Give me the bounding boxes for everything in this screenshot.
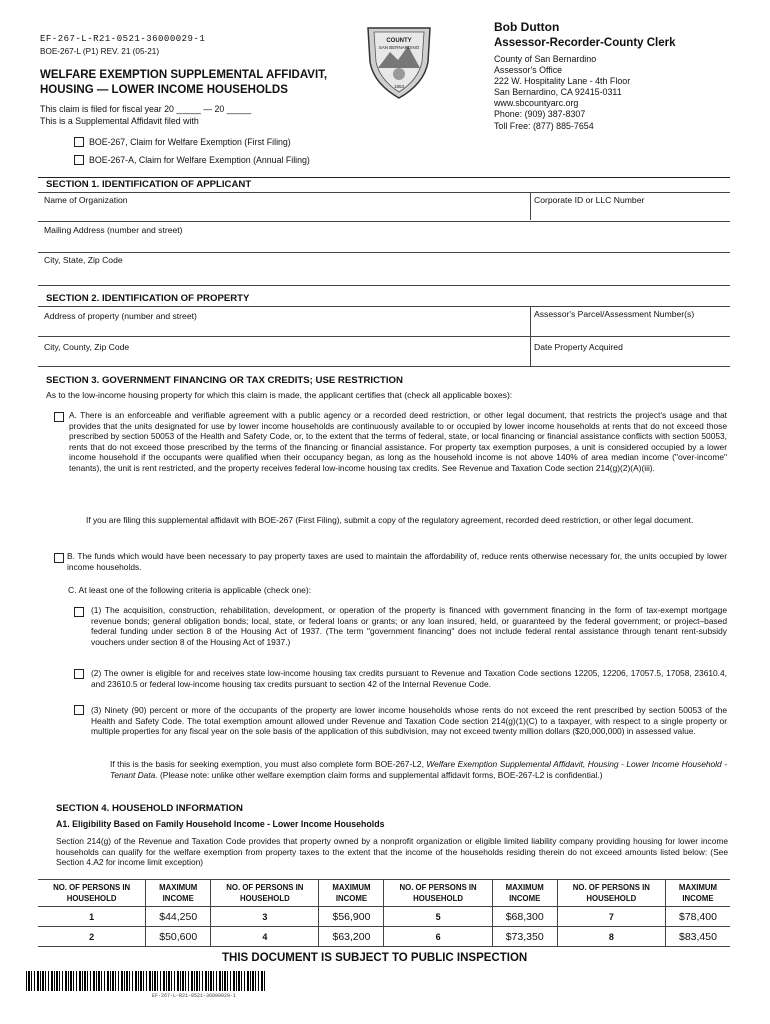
form-code: BOE-267-L (P1) REV. 21 (05-21) — [40, 47, 160, 56]
checkbox-boe-267[interactable] — [74, 137, 84, 147]
col-persons-header: NO. OF PERSONS IN HOUSEHOLD — [211, 880, 319, 907]
persons-cell: 5 — [384, 907, 492, 927]
city-county-zip-field[interactable] — [40, 353, 528, 365]
option-first-filing-label: BOE-267, Claim for Welfare Exemption (First Filing) — [89, 137, 291, 147]
seal-text-mid: SAN BERNARDINO — [378, 45, 420, 50]
rule — [38, 252, 730, 253]
section4-intro: Section 214(g) of the Revenue and Taxation Code provides that property owned by a nonprofit organization or eligible limited liability company providing housing for lower income households can qualify for the welfare exemption from property taxes to the extent that the income of the households residing therein do not exceed amounts listed below: (See Section 4.A2 for income limit exception) — [56, 836, 728, 868]
assessor-toll-free: Toll Free: (877) 885-7654 — [494, 120, 594, 131]
income-cell: $63,200 — [319, 927, 384, 947]
city-state-zip-label: City, State, Zip Code — [44, 255, 123, 265]
persons-cell: 4 — [211, 927, 319, 947]
col-persons-header: NO. OF PERSONS IN HOUSEHOLD — [384, 880, 492, 907]
assessor-website[interactable]: www.sbcountyarc.org — [494, 98, 579, 109]
persons-cell: 1 — [38, 907, 146, 927]
section1-top-rule — [38, 177, 730, 178]
section2-heading: SECTION 2. IDENTIFICATION OF PROPERTY — [46, 293, 250, 304]
county-seal-icon — [364, 22, 434, 100]
section3-c3-text: (3) Ninety (90) percent or more of the occupants of the property are lower income households whose rents do not exceed the rent prescribed by section 50053 of the Health and Safety Code. The total exemption amount allowed under Revenue and Taxation Code section 214(g)(1)(C) to a taxpayer, with respect to a single property or multiple properties for any fiscal year on the sole basis of the application of this subdivision, may not exceed twenty million dollars ($20,000,000) in assessed value. — [91, 705, 727, 737]
persons-cell: 7 — [557, 907, 665, 927]
assessor-phone: Phone: (909) 387-8307 — [494, 109, 586, 120]
barcode-icon — [26, 971, 266, 991]
barcode-caption: EF-267-L-R21-0521-36000029-1 — [152, 993, 237, 999]
assessor-name: Bob Dutton — [494, 20, 560, 34]
col-income-header: MAXIMUM INCOME — [146, 880, 211, 907]
form-title-line1: WELFARE EXEMPTION SUPPLEMENTAL AFFIDAVIT, — [40, 69, 328, 81]
section3-intro: As to the low-income housing property for which this claim is made, the applicant certifies that (check all applicable boxes): — [46, 390, 513, 400]
property-address-label: Address of property (number and street) — [44, 311, 197, 321]
assessor-line: 222 W. Hospitality Lane - 4th Floor — [494, 76, 631, 87]
table-header-row — [38, 880, 730, 907]
income-cell: $44,250 — [146, 907, 211, 927]
city-county-zip-label: City, County, Zip Code — [44, 342, 130, 352]
assessor-line: San Bernardino, CA 92415-0311 — [494, 87, 622, 98]
rule — [38, 366, 730, 367]
rule — [38, 221, 730, 222]
org-name-field[interactable] — [40, 205, 530, 219]
section3-c1-text: (1) The acquisition, construction, rehabilitation, development, or operation of the property is financed with government financing in the form of tax-exempt mortgage revenue bonds; general obligation bonds; local, state, or federal loans or grants; or any loan insured, held, or guaranteed by the federal government; or project–based federal funding under section 8 of the Housing Act of 1937. (The term "government financing" does not include federal rental assistance through tenant rent-subsidy vouchers under section 8 of the Housing Act of 1937.) — [91, 605, 727, 647]
seal-text-top: COUNTY — [386, 38, 412, 44]
c3-note-form-title: Welfare Exemption Supplemental Affidavit, Housing - Lower Income Household - Tenant Data. — [110, 759, 727, 780]
table-row — [38, 927, 730, 947]
option-annual-filing-label: BOE-267-A, Claim for Welfare Exemption (Annual Filing) — [89, 155, 310, 165]
section3-heading: SECTION 3. GOVERNMENT FINANCING OR TAX CREDITS; USE RESTRICTION — [46, 375, 403, 386]
c3-note-pre: If this is the basis for seeking exemption, you must also complete form BOE-267-L2, — [110, 759, 427, 769]
col-income-header: MAXIMUM INCOME — [665, 880, 730, 907]
section3-c2-text: (2) The owner is eligible for and receives state low-income housing tax credits pursuant to Revenue and Taxation Code sections 12205, 12206, 17057.5, 17058, 23610.4, and 23610.5 or federal low-income housing tax credits pursuant to section 42 of the Internal Revenue Code. — [91, 668, 727, 689]
assessor-address-block — [494, 54, 630, 132]
income-cell: $78,400 — [665, 907, 730, 927]
income-cell: $50,600 — [146, 927, 211, 947]
checkbox-3c3[interactable] — [74, 705, 84, 715]
persons-cell: 6 — [384, 927, 492, 947]
seal-year: 1853 — [393, 84, 405, 89]
org-name-label: Name of Organization — [44, 195, 128, 205]
income-cell: $73,350 — [492, 927, 557, 947]
col-income-header: MAXIMUM INCOME — [492, 880, 557, 907]
fiscal-year-line: This claim is filed for fiscal year 20 _____ — 20 _____ — [40, 104, 252, 114]
checkbox-3b[interactable] — [54, 553, 64, 563]
form-title-line2: HOUSING — LOWER INCOME HOUSEHOLDS — [40, 84, 288, 96]
form-barcode-id: EF-267-L-R21-0521-36000029-1 — [40, 34, 206, 44]
mailing-address-label: Mailing Address (number and street) — [44, 225, 183, 235]
section3-b-text: B. The funds which would have been necessary to pay property taxes are used to maintain the affordability of, reduce rents otherwise necessary for, the units occupied by lower income households. — [67, 551, 727, 572]
section2-heading-rule — [38, 306, 730, 307]
income-cell: $83,450 — [665, 927, 730, 947]
assessor-line: County of San Bernardino — [494, 54, 597, 64]
section3-c3-note — [110, 759, 727, 780]
c3-note-post: (Please note: unlike other welfare exemption claim forms and supplemental affidavit forms, BOE-267-L2 is confidential.) — [157, 769, 603, 780]
supplemental-line: This is a Supplemental Affidavit filed with — [40, 116, 199, 126]
parcel-number-label: Assessor's Parcel/Assessment Number(s) — [534, 309, 695, 319]
income-limits-table — [38, 879, 730, 947]
date-acquired-field[interactable] — [534, 353, 728, 365]
public-inspection-notice: THIS DOCUMENT IS SUBJECT TO PUBLIC INSPECTION — [222, 952, 528, 964]
income-cell: $68,300 — [492, 907, 557, 927]
checkbox-3a[interactable] — [54, 412, 64, 422]
option-annual-filing[interactable] — [74, 155, 310, 165]
mailing-address-field[interactable] — [40, 236, 728, 250]
assessor-title: Assessor-Recorder-County Clerk — [494, 37, 676, 49]
rule — [38, 285, 730, 286]
checkbox-3c1[interactable] — [74, 607, 84, 617]
persons-cell: 3 — [211, 907, 319, 927]
checkbox-boe-267-a[interactable] — [74, 155, 84, 165]
section3-c-text: C. At least one of the following criteria is applicable (check one): — [68, 585, 312, 595]
date-acquired-label: Date Property Acquired — [534, 342, 623, 352]
rule — [38, 336, 730, 337]
col-income-header: MAXIMUM INCOME — [319, 880, 384, 907]
property-address-field[interactable] — [40, 322, 528, 334]
persons-cell: 8 — [557, 927, 665, 947]
income-cell: $56,900 — [319, 907, 384, 927]
persons-cell: 2 — [38, 927, 146, 947]
city-state-zip-field[interactable] — [40, 266, 728, 282]
section4-heading: SECTION 4. HOUSEHOLD INFORMATION — [56, 803, 243, 814]
col-persons-header: NO. OF PERSONS IN HOUSEHOLD — [557, 880, 665, 907]
section3-a-note: If you are filing this supplemental affidavit with BOE-267 (First Filing), submit a copy of the regulatory agreement, recorded deed restriction, or other legal document. — [86, 515, 694, 525]
section4-subheading: A1. Eligibility Based on Family Household Income - Lower Income Households — [56, 819, 385, 829]
table-row — [38, 907, 730, 927]
section3-a-text: A. There is an enforceable and verifiable agreement with a public agency or a recorded deed restriction, or other legal document, that restricts the project's usage and that provides that the units designated for use by lower income households are continuously available to or occupied by lower income households at rents that do not exceed those prescribed by section 50053 of the Health and Safety Code, or, to the extent that the terms of federal, state, or local financing or financial assistance conflicts with section 50053, rents that do not exceed those prescribed by the terms of the financing or financial assistance. For property tax exemption purposes, a unit is considered occupied by a lower income household if the occupants were qualified when their occupancy began, as long as the household income is not above 140% of area median income ("over-income" tenants), the unit is rent restricted, and the property receives federal low-income housing tax credits. See Revenue and Taxation Code section 214(g)(2)(A)(iii). — [69, 410, 727, 473]
section1-heading: SECTION 1. IDENTIFICATION OF APPLICANT — [46, 179, 252, 190]
corp-id-field[interactable] — [534, 205, 728, 219]
parcel-number-field[interactable] — [534, 320, 728, 334]
option-first-filing[interactable] — [74, 137, 291, 147]
col-persons-header: NO. OF PERSONS IN HOUSEHOLD — [38, 880, 146, 907]
section1-heading-rule — [38, 192, 730, 193]
corp-id-label: Corporate ID or LLC Number — [534, 195, 645, 205]
checkbox-3c2[interactable] — [74, 669, 84, 679]
assessor-line: Assessor's Office — [494, 65, 563, 76]
section1-divider — [530, 193, 531, 220]
